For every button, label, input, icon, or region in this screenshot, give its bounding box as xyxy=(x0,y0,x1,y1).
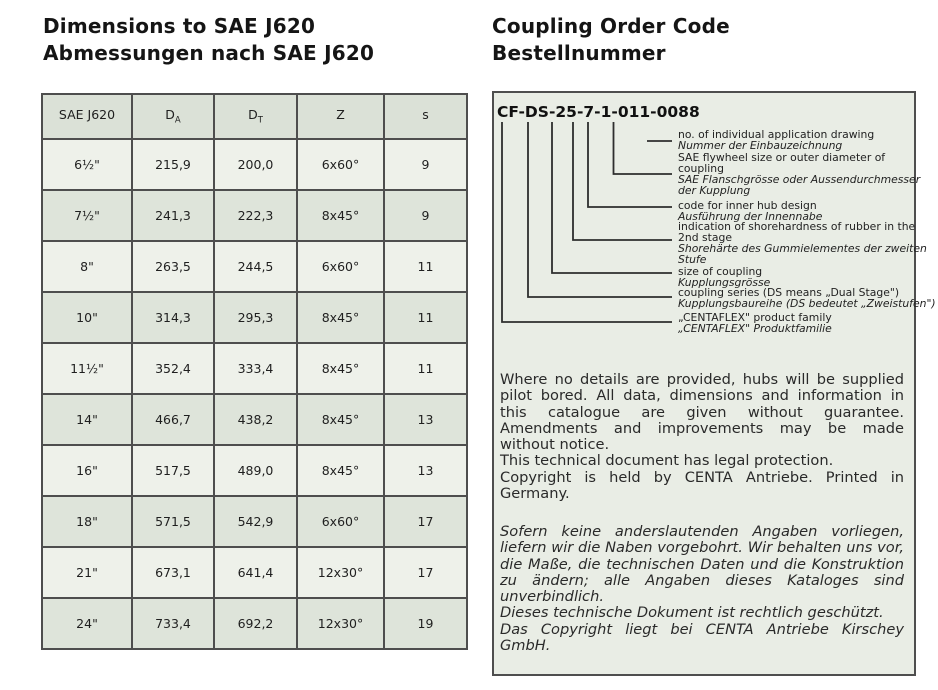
cell-da: 517,5 xyxy=(132,445,214,496)
cell-da: 314,3 xyxy=(132,292,214,343)
cell-dt: 222,3 xyxy=(214,190,297,241)
table-row xyxy=(42,547,467,598)
cell-z: 8x45° xyxy=(297,445,384,496)
cell-s: 13 xyxy=(384,394,467,445)
cell-s: 9 xyxy=(384,139,467,190)
note-paragraph: Copyright is held by CENTA Antriebe. Printed in Germany. xyxy=(500,468,904,503)
callout-shorehardness: indication of shorehardness of rubber in the 2nd stage Shorehärte des Gummielementes der zweiten Stufe xyxy=(678,220,927,266)
cell-z: 8x45° xyxy=(297,343,384,394)
table-row xyxy=(42,343,467,394)
left-title-german: Abmessungen nach SAE J620 xyxy=(43,41,375,65)
right-title-english: Coupling Order Code xyxy=(492,14,730,38)
cell-z: 8x45° xyxy=(297,394,384,445)
cell-size: 18" xyxy=(42,496,132,547)
col-header-dt: $D_T$ xyxy=(214,94,297,139)
cell-size: 14" xyxy=(42,394,132,445)
cell-s: 19 xyxy=(384,598,467,649)
cell-dt: 200,0 xyxy=(214,139,297,190)
cell-size: 7½" xyxy=(42,190,132,241)
cell-size: 6½" xyxy=(42,139,132,190)
cell-dt: 692,2 xyxy=(214,598,297,649)
cell-s: 11 xyxy=(384,292,467,343)
note-paragraph: This technical document has legal protection. xyxy=(500,452,834,470)
callout-flywheel-size: SAE flywheel size or outer diameter of coupling SAE Flanschgrösse oder Aussendurchmesser der Kupplung xyxy=(678,151,921,197)
cell-z: 6x60° xyxy=(297,241,384,292)
table-row xyxy=(42,598,467,649)
cell-size: 24" xyxy=(42,598,132,649)
cell-s: 17 xyxy=(384,496,467,547)
cell-z: 12x30° xyxy=(297,598,384,649)
cell-size: 10" xyxy=(42,292,132,343)
note-paragraph: Sofern keine anderslautenden Angaben vorliegen, liefern wir die Naben vorgebohrt. Wir behalten uns vor, die Maße, die technischen Daten und die Konstruktion zu ändern; alle Angaben dieses Kataloges sind unverbindlich. xyxy=(500,523,904,606)
cell-dt: 244,5 xyxy=(214,241,297,292)
table-row xyxy=(42,292,467,343)
cell-da: 241,3 xyxy=(132,190,214,241)
table-row xyxy=(42,496,467,547)
cell-s: 17 xyxy=(384,547,467,598)
cell-dt: 333,4 xyxy=(214,343,297,394)
cell-s: 11 xyxy=(384,343,467,394)
cell-da: 571,5 xyxy=(132,496,214,547)
order-code-panel xyxy=(492,91,936,676)
col-header-sae-j620: SAE J620 xyxy=(42,94,132,139)
table-row xyxy=(42,445,467,496)
col-header-z: Z xyxy=(297,94,384,139)
callout-coupling-series: coupling series (DS means „Dual Stage") Kupplungsbaureihe (DS bedeutet „Zweistufen") xyxy=(678,286,936,310)
legal-notes-german xyxy=(500,524,904,654)
cell-da: 352,4 xyxy=(132,343,214,394)
col-header-s: s xyxy=(384,94,467,139)
cell-da: 466,7 xyxy=(132,394,214,445)
legal-notes-english xyxy=(500,372,904,502)
sae-j620-dimensions-table xyxy=(41,93,468,650)
note-paragraph: Dieses technische Dokument ist rechtlich geschützt. xyxy=(500,604,884,622)
cell-dt: 295,3 xyxy=(214,292,297,343)
callout-application-drawing: no. of individual application drawing Nummer der Einbauzeichnung xyxy=(678,128,875,152)
coupling-order-code: CF-DS-25-7-1-011-0088 xyxy=(497,103,700,121)
right-title-german: Bestellnummer xyxy=(492,41,666,65)
cell-s: 13 xyxy=(384,445,467,496)
right-section-title xyxy=(492,13,730,67)
cell-s: 9 xyxy=(384,190,467,241)
table-row xyxy=(42,139,467,190)
left-section-title xyxy=(43,13,374,67)
callout-product-family: „CENTAFLEX" product family „CENTAFLEX" Produktfamilie xyxy=(678,311,832,335)
note-paragraph: Das Copyright liegt bei CENTA Antriebe Kirschey GmbH. xyxy=(500,620,904,655)
table-row xyxy=(42,190,467,241)
table-header-row xyxy=(42,94,467,139)
cell-z: 8x45° xyxy=(297,190,384,241)
callout-coupling-size: size of coupling Kupplungsgrösse xyxy=(678,265,771,289)
col-header-da: $D_A$ xyxy=(132,94,214,139)
cell-dt: 641,4 xyxy=(214,547,297,598)
cell-da: 263,5 xyxy=(132,241,214,292)
callout-inner-hub-design: code for inner hub design Ausführung der Innennabe xyxy=(678,199,823,223)
cell-size: 16" xyxy=(42,445,132,496)
cell-dt: 438,2 xyxy=(214,394,297,445)
note-paragraph: Where no details are provided, hubs will be supplied pilot bored. All data, dimensions and information in this catalogue are given without guarantee. Amendments and improvements may be made without notice. xyxy=(500,371,904,454)
cell-dt: 542,9 xyxy=(214,496,297,547)
cell-size: 21" xyxy=(42,547,132,598)
cell-z: 6x60° xyxy=(297,496,384,547)
cell-z: 6x60° xyxy=(297,139,384,190)
cell-z: 8x45° xyxy=(297,292,384,343)
cell-size: 11½" xyxy=(42,343,132,394)
cell-dt: 489,0 xyxy=(214,445,297,496)
cell-z: 12x30° xyxy=(297,547,384,598)
table-row xyxy=(42,241,467,292)
cell-da: 733,4 xyxy=(132,598,214,649)
cell-da: 215,9 xyxy=(132,139,214,190)
cell-size: 8" xyxy=(42,241,132,292)
table-row xyxy=(42,394,467,445)
cell-da: 673,1 xyxy=(132,547,214,598)
left-title-english: Dimensions to SAE J620 xyxy=(43,14,316,38)
cell-s: 11 xyxy=(384,241,467,292)
